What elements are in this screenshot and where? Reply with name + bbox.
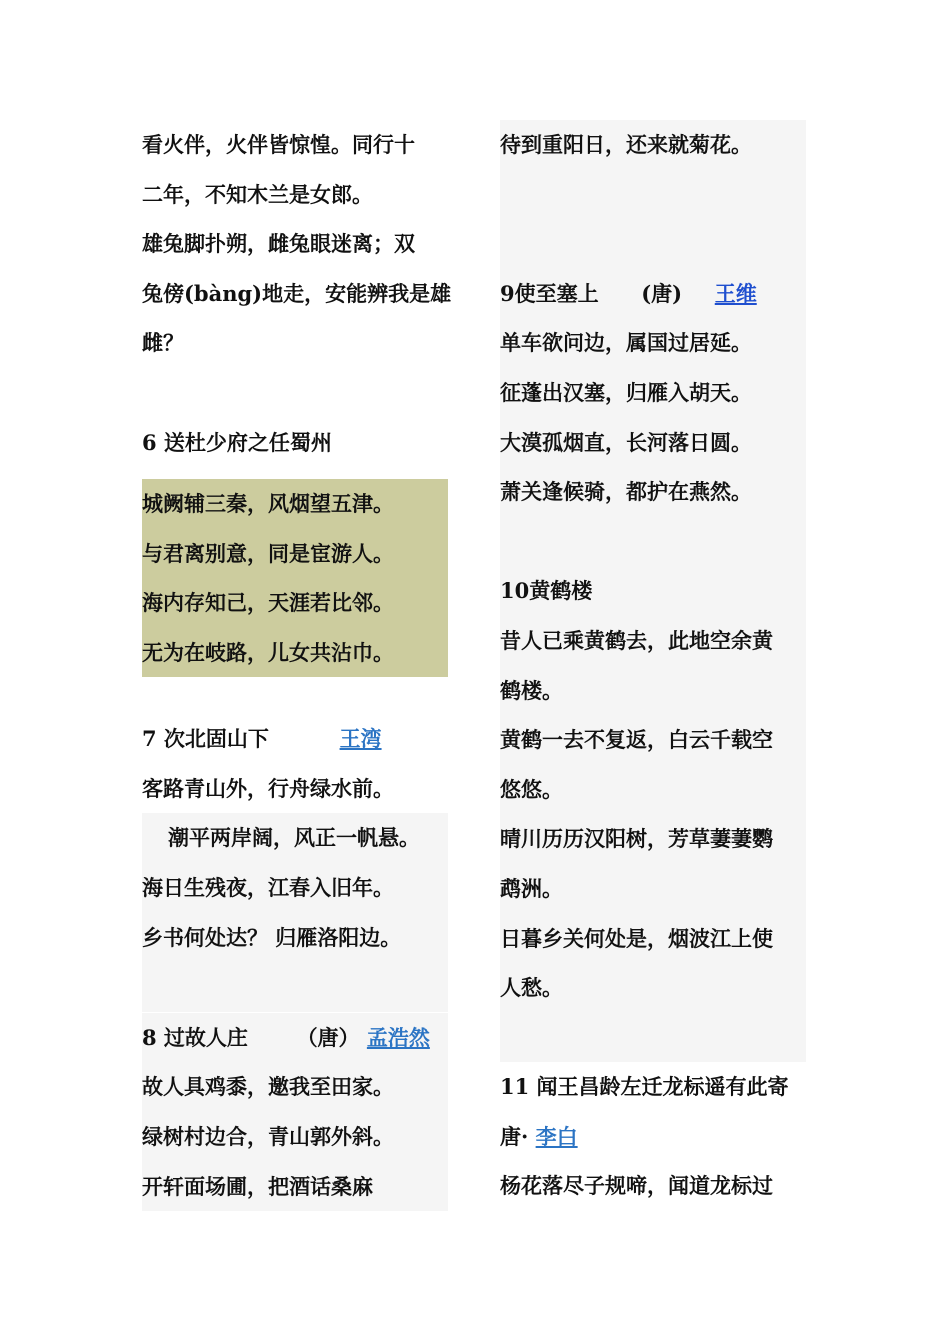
poem-title-9	[500, 269, 806, 319]
poem-line: 大漠孤烟直，长河落日圆。	[500, 429, 752, 455]
spacer	[500, 1013, 806, 1063]
poem-line: 单车欲问边，属国过居延。	[500, 330, 752, 356]
poem-title-text: 9使至塞上	[500, 280, 599, 306]
poem-line: 潮平两岸阔，风正一帆悬。	[168, 825, 420, 851]
poem-line: 看火伴，火伴皆惊惶。同行十	[142, 132, 415, 157]
poem-line: 萧关逢候骑，都护在燕然。	[500, 479, 752, 505]
poem-title-7	[142, 714, 448, 764]
right-column	[500, 120, 806, 1211]
poem-line: 昔人已乘黄鹤去，此地空余黄	[500, 627, 773, 653]
dynasty-label: 唐·	[500, 1123, 529, 1149]
left-column	[142, 120, 452, 1211]
poem-line: 无为在岐路，儿女共沾巾。	[142, 639, 394, 665]
poem-line: 杨花落尽子规啼，闻道龙标过	[500, 1173, 773, 1199]
shaded-block	[142, 1013, 448, 1211]
shaded-block	[142, 813, 448, 1011]
poem-line: 绿树村边合，青山郭外斜。	[142, 1123, 394, 1149]
poem-title-11: 11 闻王昌龄左迁龙标遥有此寄	[500, 1074, 789, 1100]
author-link[interactable]: 王湾	[339, 726, 382, 752]
poem-line: 与君离别意，同是宦游人。	[142, 540, 394, 566]
dynasty-label: (唐)	[641, 280, 683, 306]
poem-line: 开轩面场圃，把酒话桑麻	[142, 1173, 373, 1199]
poem-line: 征蓬出汉塞，归雁入胡天。	[500, 379, 752, 405]
poem-title-8	[142, 1013, 448, 1063]
poem-attribution-11	[500, 1112, 806, 1162]
shaded-block	[500, 120, 806, 1062]
spacer	[142, 368, 448, 418]
poem-line: 二年，不知木兰是女郎。	[142, 181, 373, 207]
poem-line: 故人具鸡黍，邀我至田家。	[142, 1074, 394, 1100]
poem-line: 鹉洲。	[500, 875, 563, 901]
poem-line: 兔傍(bàng)地走，安能辨我是雄	[142, 280, 452, 306]
highlight-block	[142, 479, 448, 677]
poem-line: 日暮乡关何处是，烟波江上使	[500, 925, 773, 951]
poem-line: 雄兔脚扑朔，雌兔眼迷离；双	[142, 231, 415, 257]
poem-line: 悠悠。	[500, 776, 563, 802]
spacer	[142, 962, 448, 1012]
poem-line: 待到重阳日，还来就菊花。	[500, 132, 752, 157]
poem-line: 海日生残夜，江春入旧年。	[142, 874, 394, 900]
author-link[interactable]: 王维	[714, 280, 757, 306]
spacer	[500, 170, 806, 220]
poem-line: 黄鹤一去不复返，白云千载空	[500, 727, 773, 753]
poem-line: 客路青山外，行舟绿水前。	[142, 775, 394, 801]
spacer	[500, 219, 806, 269]
poem-line: 晴川历历汉阳树，芳草萋萋鹦	[500, 826, 773, 852]
author-link[interactable]: 李白	[535, 1123, 578, 1149]
spacer	[142, 467, 448, 479]
poem-title-text: 8 过故人庄	[142, 1024, 248, 1050]
author-link[interactable]: 孟浩然	[366, 1024, 430, 1050]
poem-line: 城阙辅三秦，风烟望五津。	[142, 491, 394, 517]
spacer	[500, 517, 806, 567]
poem-line: 海内存知己，天涯若比邻。	[142, 590, 394, 616]
poem-line: 乡书何处达？ 归雁洛阳边。	[142, 924, 402, 950]
poem-title-10: 10黄鹤楼	[500, 578, 593, 604]
poem-title-text: 7 次北固山下	[142, 726, 269, 752]
spacer	[142, 677, 448, 714]
poem-line: 人愁。	[500, 975, 563, 1001]
poem-title-6: 6 送杜少府之任蜀州	[142, 429, 332, 455]
poem-line: 雌？	[142, 330, 184, 356]
dynasty-label: （唐）	[296, 1024, 360, 1050]
poem-line: 鹤楼。	[500, 677, 563, 703]
